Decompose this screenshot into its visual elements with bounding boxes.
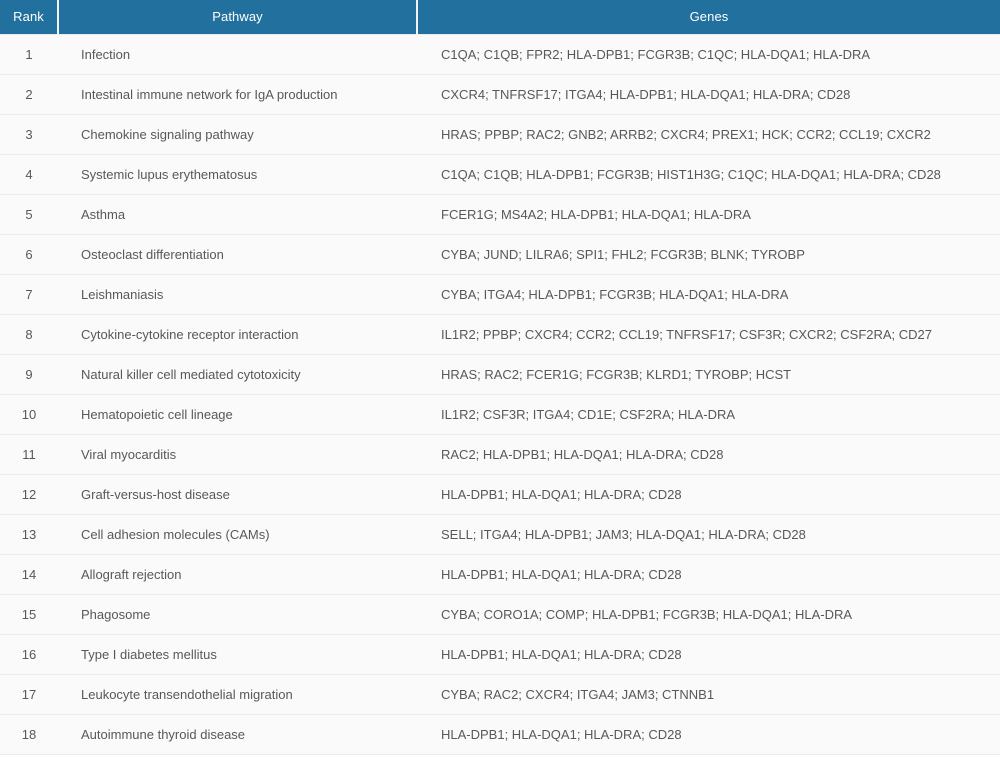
cell-rank: 17	[0, 675, 58, 715]
cell-genes: IL1R2; PPBP; CXCR4; CCR2; CCL19; TNFRSF17; CSF3R; CXCR2; CSF2RA; CD27	[417, 315, 1000, 355]
table-row	[0, 595, 1000, 635]
cell-rank: 18	[0, 715, 58, 755]
cell-rank: 5	[0, 195, 58, 235]
cell-pathway: Autoimmune thyroid disease	[58, 715, 417, 755]
column-header-rank[interactable]: Rank	[0, 0, 58, 35]
table-header-row	[0, 0, 1000, 35]
cell-genes: HRAS; RAC2; FCER1G; FCGR3B; KLRD1; TYROBP; HCST	[417, 355, 1000, 395]
cell-pathway: Intestinal immune network for IgA production	[58, 75, 417, 115]
cell-genes: C1QA; C1QB; HLA-DPB1; FCGR3B; HIST1H3G; C1QC; HLA-DQA1; HLA-DRA; CD28	[417, 155, 1000, 195]
cell-genes: CYBA; RAC2; CXCR4; ITGA4; JAM3; CTNNB1	[417, 675, 1000, 715]
cell-pathway: Osteoclast differentiation	[58, 235, 417, 275]
table-row	[0, 275, 1000, 315]
cell-genes: CXCR4; TNFRSF17; ITGA4; HLA-DPB1; HLA-DQA1; HLA-DRA; CD28	[417, 75, 1000, 115]
cell-rank: 12	[0, 475, 58, 515]
cell-pathway: Chemokine signaling pathway	[58, 115, 417, 155]
cell-rank: 8	[0, 315, 58, 355]
cell-rank: 7	[0, 275, 58, 315]
cell-rank: 10	[0, 395, 58, 435]
cell-pathway: Viral myocarditis	[58, 435, 417, 475]
cell-genes: IL1R2; CSF3R; ITGA4; CD1E; CSF2RA; HLA-DRA	[417, 395, 1000, 435]
cell-genes: HLA-DPB1; HLA-DQA1; HLA-DRA; CD28	[417, 555, 1000, 595]
table-row	[0, 315, 1000, 355]
cell-rank: 2	[0, 75, 58, 115]
cell-pathway: Cell adhesion molecules (CAMs)	[58, 515, 417, 555]
cell-pathway: Hematopoietic cell lineage	[58, 395, 417, 435]
table-row	[0, 355, 1000, 395]
table-row	[0, 675, 1000, 715]
cell-rank: 6	[0, 235, 58, 275]
table-row	[0, 155, 1000, 195]
table-row	[0, 475, 1000, 515]
table-row	[0, 75, 1000, 115]
cell-rank: 16	[0, 635, 58, 675]
cell-pathway: Leishmaniasis	[58, 275, 417, 315]
table-row	[0, 195, 1000, 235]
cell-genes: FCER1G; MS4A2; HLA-DPB1; HLA-DQA1; HLA-DRA	[417, 195, 1000, 235]
cell-pathway: Leukocyte transendothelial migration	[58, 675, 417, 715]
cell-pathway: Natural killer cell mediated cytotoxicity	[58, 355, 417, 395]
cell-rank: 9	[0, 355, 58, 395]
cell-rank: 4	[0, 155, 58, 195]
cell-genes: RAC2; HLA-DPB1; HLA-DQA1; HLA-DRA; CD28	[417, 435, 1000, 475]
cell-rank: 14	[0, 555, 58, 595]
cell-genes: CYBA; CORO1A; COMP; HLA-DPB1; FCGR3B; HLA-DQA1; HLA-DRA	[417, 595, 1000, 635]
cell-genes: SELL; ITGA4; HLA-DPB1; JAM3; HLA-DQA1; HLA-DRA; CD28	[417, 515, 1000, 555]
table-row	[0, 715, 1000, 755]
cell-genes: CYBA; ITGA4; HLA-DPB1; FCGR3B; HLA-DQA1; HLA-DRA	[417, 275, 1000, 315]
table-header	[0, 0, 1000, 35]
cell-pathway: Type I diabetes mellitus	[58, 635, 417, 675]
table-row	[0, 115, 1000, 155]
cell-genes: HLA-DPB1; HLA-DQA1; HLA-DRA; CD28	[417, 715, 1000, 755]
cell-pathway: Allograft rejection	[58, 555, 417, 595]
cell-genes: HLA-DPB1; HLA-DQA1; HLA-DRA; CD28	[417, 635, 1000, 675]
cell-rank: 3	[0, 115, 58, 155]
column-header-pathway[interactable]: Pathway	[58, 0, 417, 35]
table-body	[0, 35, 1000, 755]
cell-pathway: Cytokine-cytokine receptor interaction	[58, 315, 417, 355]
cell-pathway: Graft-versus-host disease	[58, 475, 417, 515]
table-row	[0, 555, 1000, 595]
cell-genes: C1QA; C1QB; FPR2; HLA-DPB1; FCGR3B; C1QC; HLA-DQA1; HLA-DRA	[417, 35, 1000, 75]
cell-pathway: Phagosome	[58, 595, 417, 635]
table-row	[0, 515, 1000, 555]
cell-pathway: Systemic lupus erythematosus	[58, 155, 417, 195]
cell-rank: 11	[0, 435, 58, 475]
table-row	[0, 635, 1000, 675]
cell-pathway: Infection	[58, 35, 417, 75]
cell-pathway: Asthma	[58, 195, 417, 235]
table-row	[0, 435, 1000, 475]
table-row	[0, 395, 1000, 435]
cell-genes: HRAS; PPBP; RAC2; GNB2; ARRB2; CXCR4; PREX1; HCK; CCR2; CCL19; CXCR2	[417, 115, 1000, 155]
column-header-genes[interactable]: Genes	[417, 0, 1000, 35]
cell-rank: 1	[0, 35, 58, 75]
cell-rank: 15	[0, 595, 58, 635]
cell-rank: 13	[0, 515, 58, 555]
table-row	[0, 35, 1000, 75]
table-row	[0, 235, 1000, 275]
cell-genes: HLA-DPB1; HLA-DQA1; HLA-DRA; CD28	[417, 475, 1000, 515]
cell-genes: CYBA; JUND; LILRA6; SPI1; FHL2; FCGR3B; BLNK; TYROBP	[417, 235, 1000, 275]
